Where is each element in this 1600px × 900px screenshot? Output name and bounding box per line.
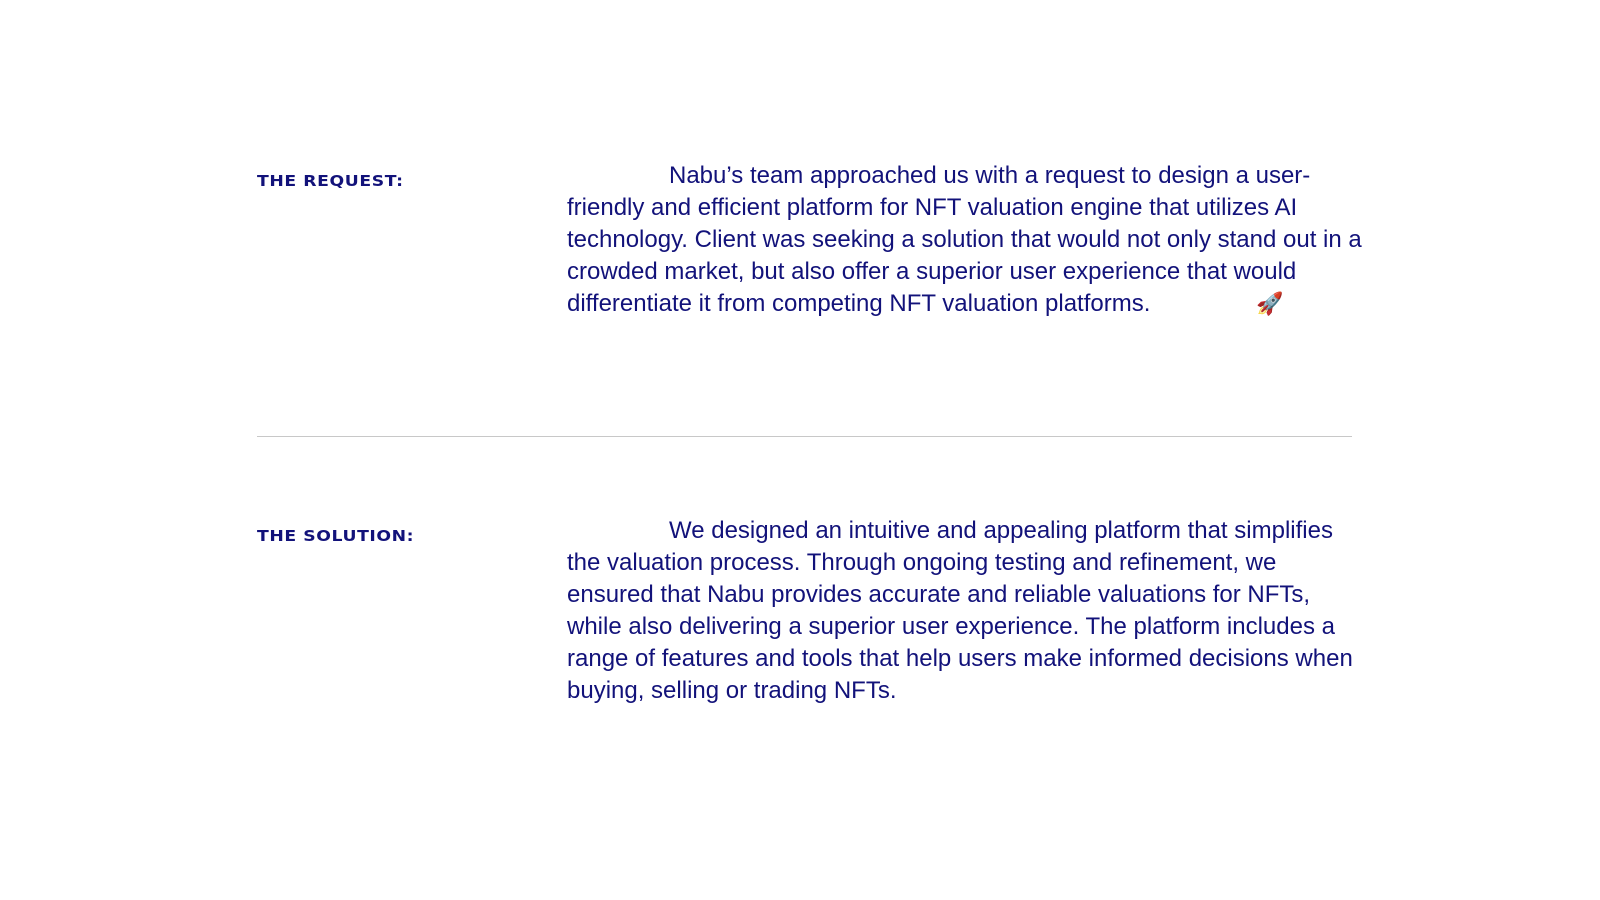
request-text: Nabu’s team approached us with a request to design a user-friendly and efficient platform for NFT valuation engine that utilizes AI technology. Client was seeking a solution that would not only stand out in a crowded market, but also offer a superior user experience that would differentiate it from competing NFT valuation platforms. — [567, 162, 1362, 317]
solution-description — [567, 515, 1362, 707]
request-label: THE REQUEST: — [257, 172, 404, 190]
solution-label: THE SOLUTION: — [257, 527, 415, 545]
section-divider — [257, 436, 1352, 437]
request-description — [567, 160, 1362, 321]
rocket-icon: 🚀 — [1256, 292, 1284, 317]
solution-text: We designed an intuitive and appealing platform that simplifies the valuation process. Through ongoing testing and refinement, we ensured that Nabu provides accurate and reliable valuations for NFTs, while also delivering a superior user experience. The platform includes a range of features and tools that help users make informed decisions when buying, selling or trading NFTs. — [567, 517, 1353, 704]
